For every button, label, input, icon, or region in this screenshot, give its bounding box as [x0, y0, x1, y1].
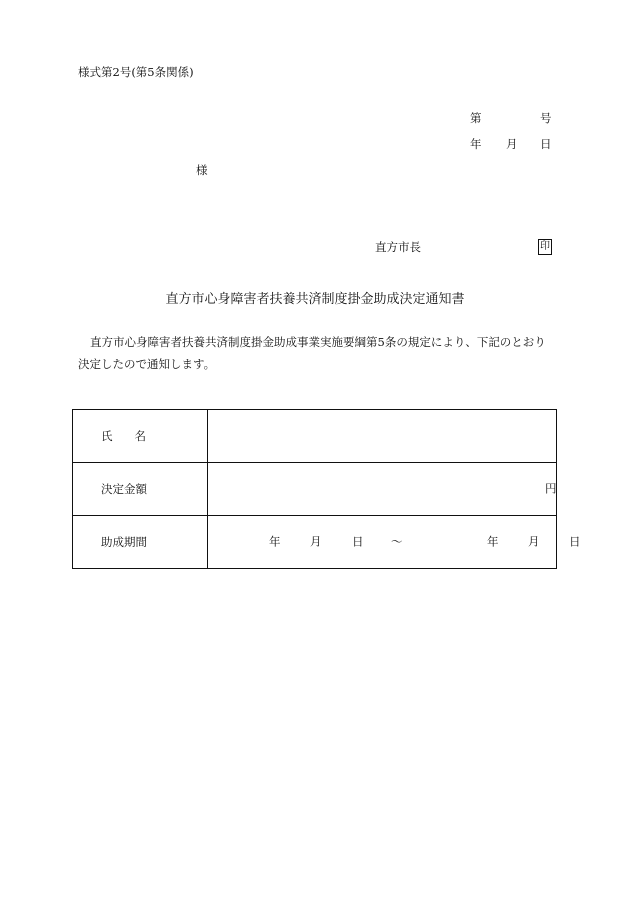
info-table — [72, 409, 581, 569]
period-end-year-label: 年 — [487, 534, 499, 549]
table-row-period — [73, 516, 557, 569]
issue-date-day-label: 日 — [540, 137, 552, 151]
period-start-month-label: 月 — [310, 534, 322, 549]
name-value-cell — [208, 410, 557, 463]
amount-label-cell — [73, 463, 208, 516]
period-start-day-label: 日 — [352, 534, 364, 549]
body-text: 直方市心身障害者扶養共済制度掛金助成事業実施要綱第5条の規定により、下記のとおり決定したので通知します。 — [78, 335, 546, 371]
table-row-name — [73, 410, 557, 463]
amount-value-cell — [208, 463, 557, 516]
document-number-suffix: 号 — [540, 111, 552, 125]
addressee-honorific: 様 — [196, 163, 208, 177]
name-label-cell — [73, 410, 208, 463]
period-start-year-label: 年 — [269, 534, 281, 549]
period-end-day-label: 日 — [569, 534, 581, 549]
period-value-cell — [208, 516, 581, 569]
amount-label: 決定金額 — [101, 482, 147, 496]
document-number-label: 第 — [470, 111, 482, 125]
issue-date-year-label: 年 — [470, 137, 482, 151]
name-label: 氏名 — [101, 429, 168, 443]
issue-date-month-label: 月 — [506, 137, 518, 151]
document-title: 直方市心身障害者扶養共済制度掛金助成決定通知書 — [165, 292, 465, 307]
seal-mark: 印 — [538, 239, 552, 255]
table-row-amount — [73, 463, 557, 516]
issuer-name: 直方市長 — [375, 240, 421, 254]
amount-unit: 円 — [545, 481, 557, 496]
period-label: 助成期間 — [101, 535, 147, 549]
period-end-month-label: 月 — [528, 534, 540, 549]
period-separator: 〜 — [391, 534, 403, 549]
period-label-cell — [73, 516, 208, 569]
form-number: 様式第2号(第5条関係) — [78, 65, 194, 79]
